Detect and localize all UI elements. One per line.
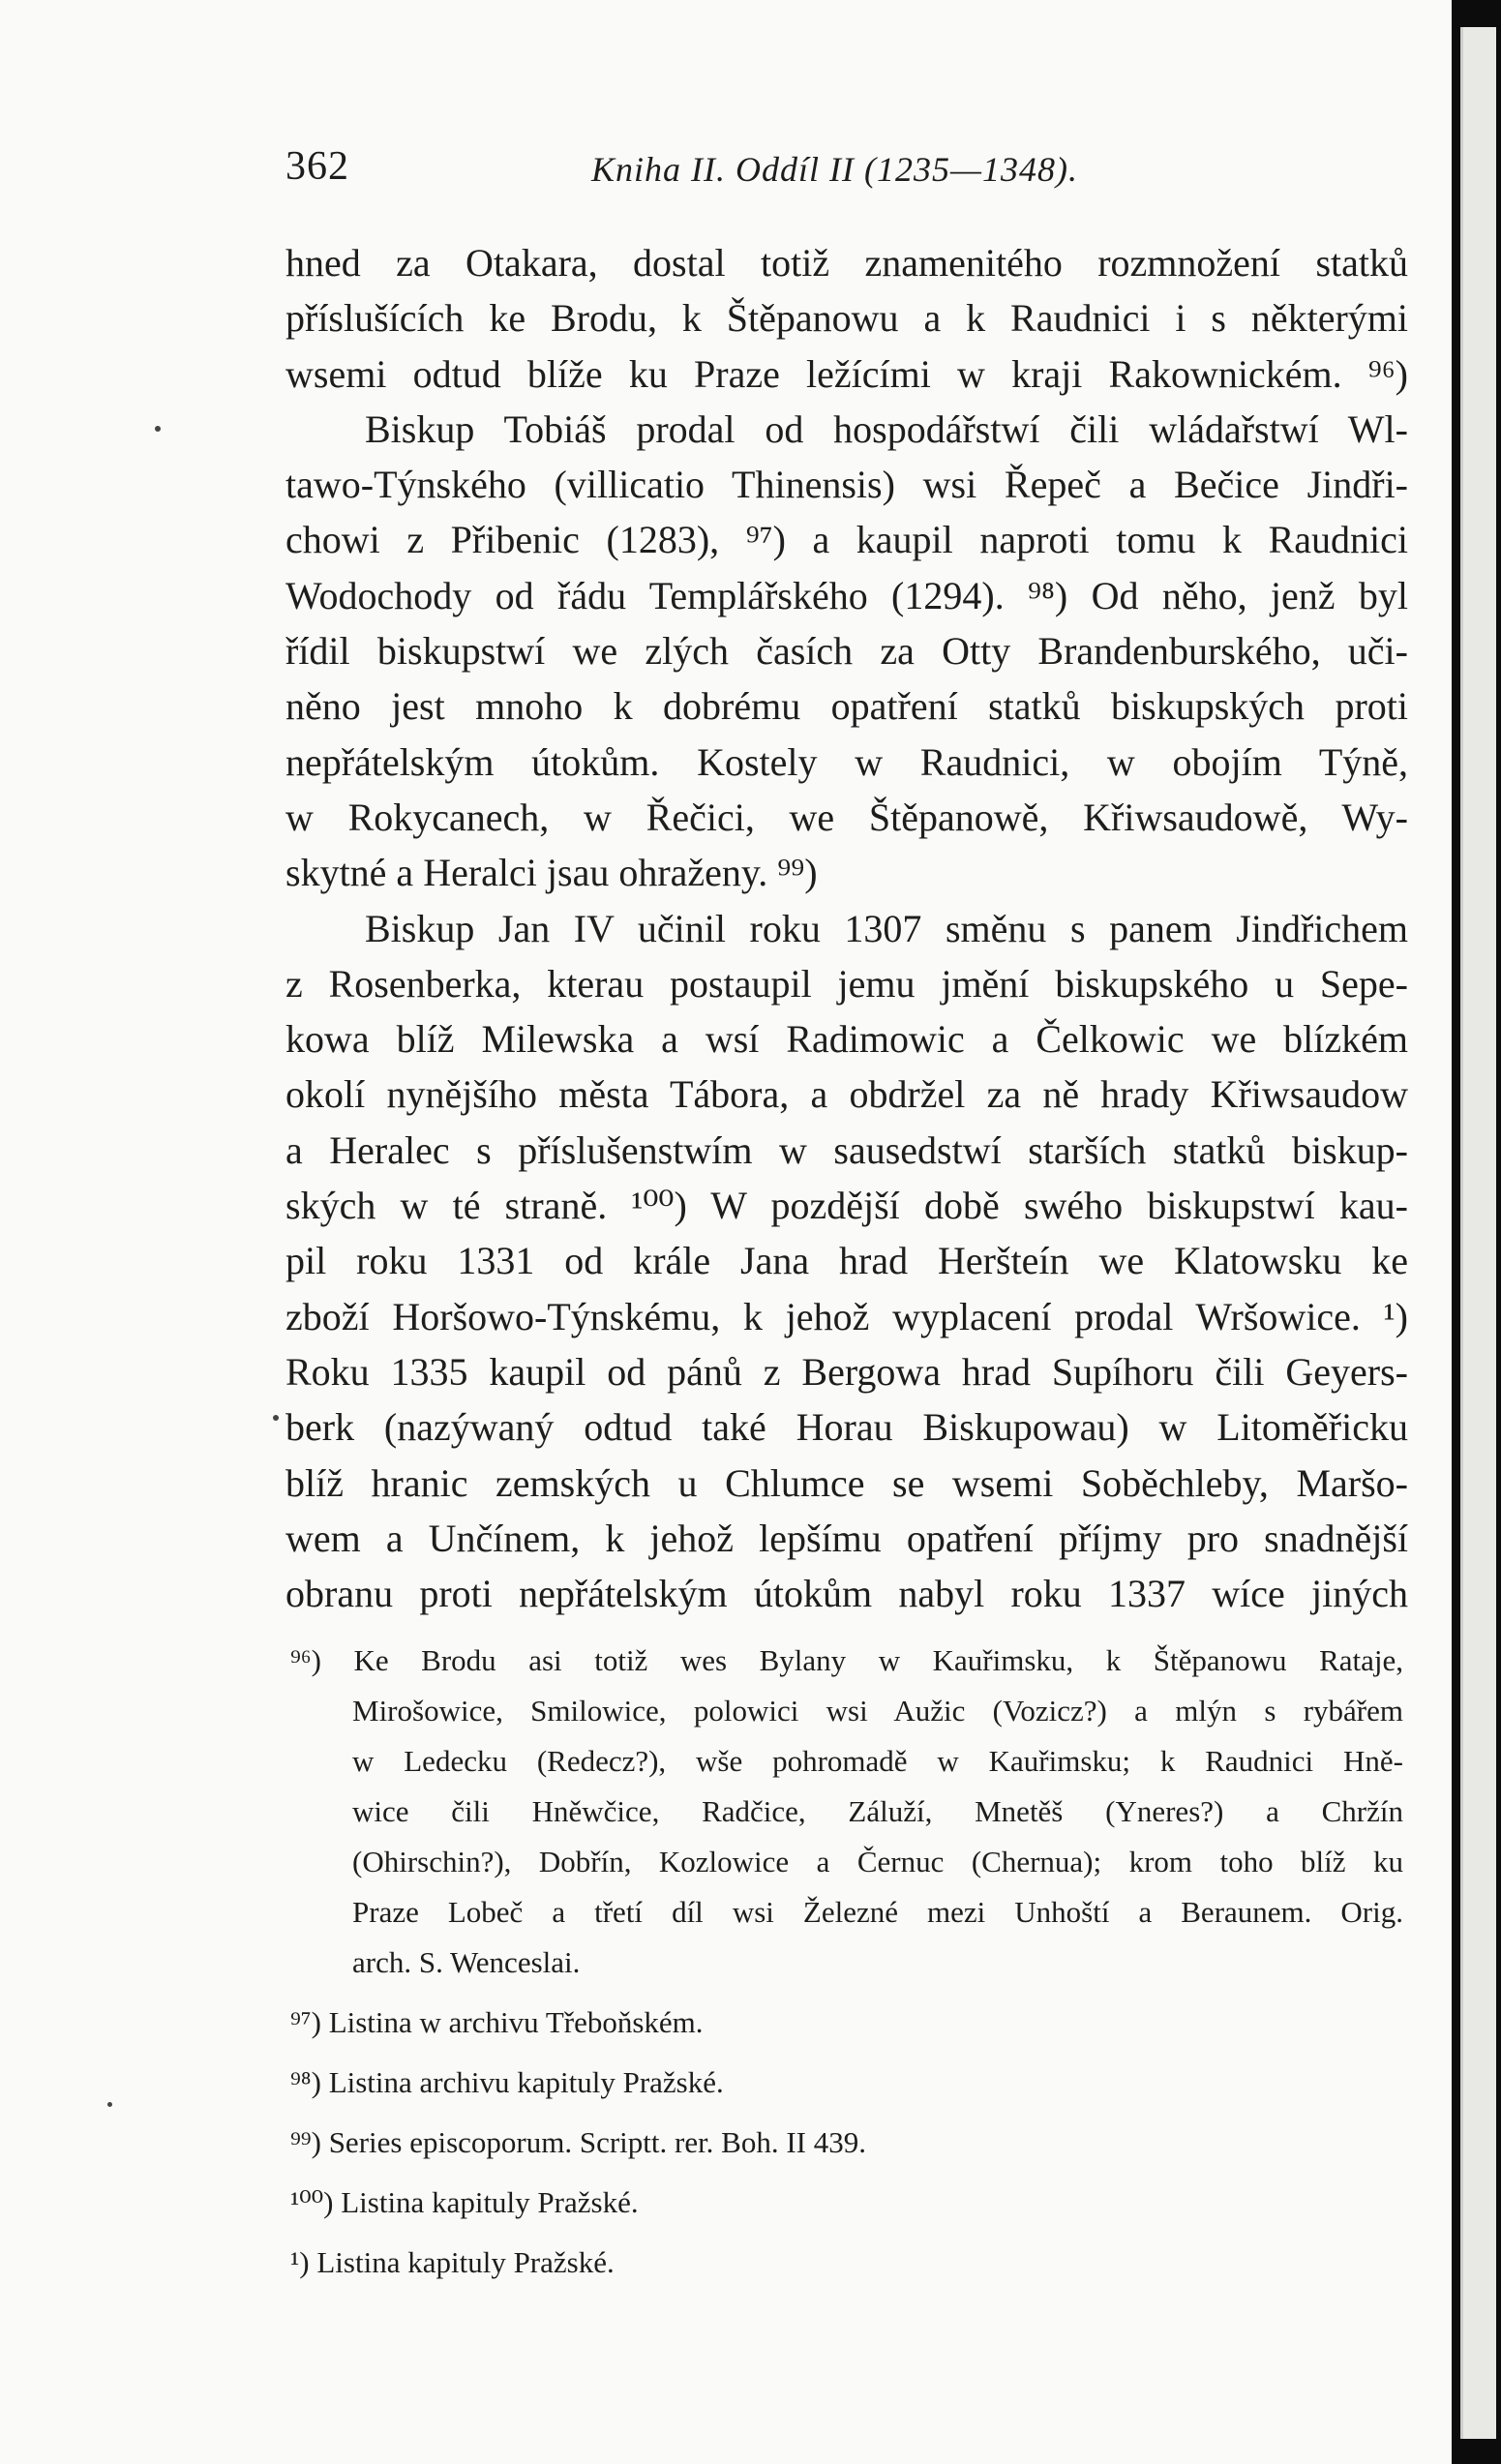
text-line: w Rokycanech, w Řečici, we Štěpanowě, Křiwsaudowě, Wy-	[285, 795, 1408, 839]
text-line: z Rosenberka, kterau postaupil jemu jmění biskupského u Sepe-	[285, 961, 1408, 1006]
text-line: řídil biskupstwí we zlých časích za Otty Brandenburského, uči-	[285, 629, 1408, 674]
footnote-line: w Ledecku (Redecz?), wše pohromadě w Kauřimsku; k Raudnici Hně-	[352, 1744, 1403, 1778]
footnote-100: ¹⁰⁰) Listina kapituly Pražské.	[290, 2185, 639, 2219]
text-line: a Heralec s příslušenstwím w sausedstwí starších statků biskup-	[285, 1127, 1408, 1172]
text-line: kowa blíž Milewska a wsí Radimowic a Čelkowic we blízkém	[285, 1017, 1408, 1062]
footnote-99: ⁹⁹) Series episcoporum. Scriptt. rer. Boh. II 439.	[290, 2125, 867, 2159]
text-line: pil roku 1331 od krále Jana hrad Heršteín we Klatowsku ke	[285, 1239, 1408, 1283]
footnote-96	[290, 1636, 1403, 1988]
text-line: Roku 1335 kaupil od pánů z Bergowa hrad Supíhoru čili Geyers-	[285, 1349, 1408, 1394]
footnote-98: ⁹⁸) Listina archivu kapituly Pražské.	[290, 2065, 724, 2099]
page-number: 362	[285, 144, 349, 189]
print-speck	[107, 2102, 112, 2107]
page-header	[285, 143, 1413, 201]
text-line: ských w té straně. ¹⁰⁰) W pozdější době swého biskupstwí kau-	[285, 1184, 1408, 1228]
footnote-line: wice čili Hněwčice, Radčice, Záluží, Mnetěš (Yneres?) a Chržín	[352, 1794, 1403, 1828]
footnote-line: Mirošowice, Smilowice, polowici wsi Aužic (Vozicz?) a mlýn s rybářem	[352, 1694, 1403, 1728]
text-line: zboží Horšowo-Týnskému, k jehož wyplacení prodal Wršowice. ¹)	[285, 1294, 1408, 1338]
print-speck	[155, 426, 161, 432]
footnote-97: ⁹⁷) Listina w archivu Třeboňském.	[290, 2005, 704, 2039]
text-line: blíž hranic zemských u Chlumce se wsemi Soběchleby, Maršo-	[285, 1460, 1408, 1505]
text-line: hned za Otakara, dostal totiž znamenitého rozmnožení statků	[285, 241, 1408, 285]
text-line: nepřátelským útokům. Kostely w Raudnici, w obojím Týně,	[285, 739, 1408, 784]
print-speck	[273, 1415, 279, 1421]
text-line: wsemi odtud blíže ku Praze ležícími w kraji Rakownickém. ⁹⁶)	[285, 351, 1408, 396]
text-line: Biskup Tobiáš prodal od hospodářstwí čili wládařstwí Wl-	[365, 406, 1408, 451]
next-page-edge	[1460, 27, 1496, 2439]
text-line: obranu proti nepřátelským útokům nabyl roku 1337 wíce jiných	[285, 1572, 1408, 1616]
text-line: okolí nynějšího města Tábora, a obdržel za ně hrady Křiwsaudow	[285, 1072, 1408, 1117]
footnote-line: arch. S. Wenceslai.	[352, 1945, 581, 1979]
footnote-line: (Ohirschin?), Dobřín, Kozlowice a Černuc (Chernua); krom toho blíž ku	[352, 1845, 1403, 1878]
text-line: chowi z Přibenic (1283), ⁹⁷) a kaupil naproti tomu k Raudnici	[285, 518, 1408, 562]
text-line: něno jest mnoho k dobrému opatření statků biskupských proti	[285, 684, 1408, 729]
text-line: berk (nazýwaný odtud také Horau Biskupowau) w Litoměřicku	[285, 1405, 1408, 1450]
text-line: příslušících ke Brodu, k Štěpanowu a k Raudnici i s některými	[285, 296, 1408, 341]
footnotes	[290, 1636, 1403, 2288]
footnote-1: ¹) Listina kapituly Pražské.	[290, 2245, 615, 2279]
footnote-line: Praze Lobeč a třetí díl wsi Železné mezi Unhoští a Beraunem. Orig.	[352, 1895, 1403, 1929]
running-head: Kniha II. Oddíl II (1235—1348).	[591, 150, 1078, 189]
main-text	[285, 235, 1408, 1621]
footnote-line: ⁹⁶) Ke Brodu asi totiž wes Bylany w Kauřimsku, k Štěpanowu Rataje,	[290, 1643, 1403, 1677]
text-line: Biskup Jan IV učinil roku 1307 směnu s panem Jindřichem	[365, 906, 1408, 950]
text-line: Wodochody od řádu Templářského (1294). ⁹⁸) Od něho, jenž byl	[285, 573, 1408, 617]
text-line: skytné a Heralci jsau ohraženy. ⁹⁹)	[285, 851, 818, 895]
text-line: wem a Unčínem, k jehož lepšímu opatření příjmy pro snadnější	[285, 1516, 1408, 1560]
text-line: tawo-Týnského (villicatio Thinensis) wsi Řepeč a Bečice Jindři-	[285, 463, 1408, 507]
